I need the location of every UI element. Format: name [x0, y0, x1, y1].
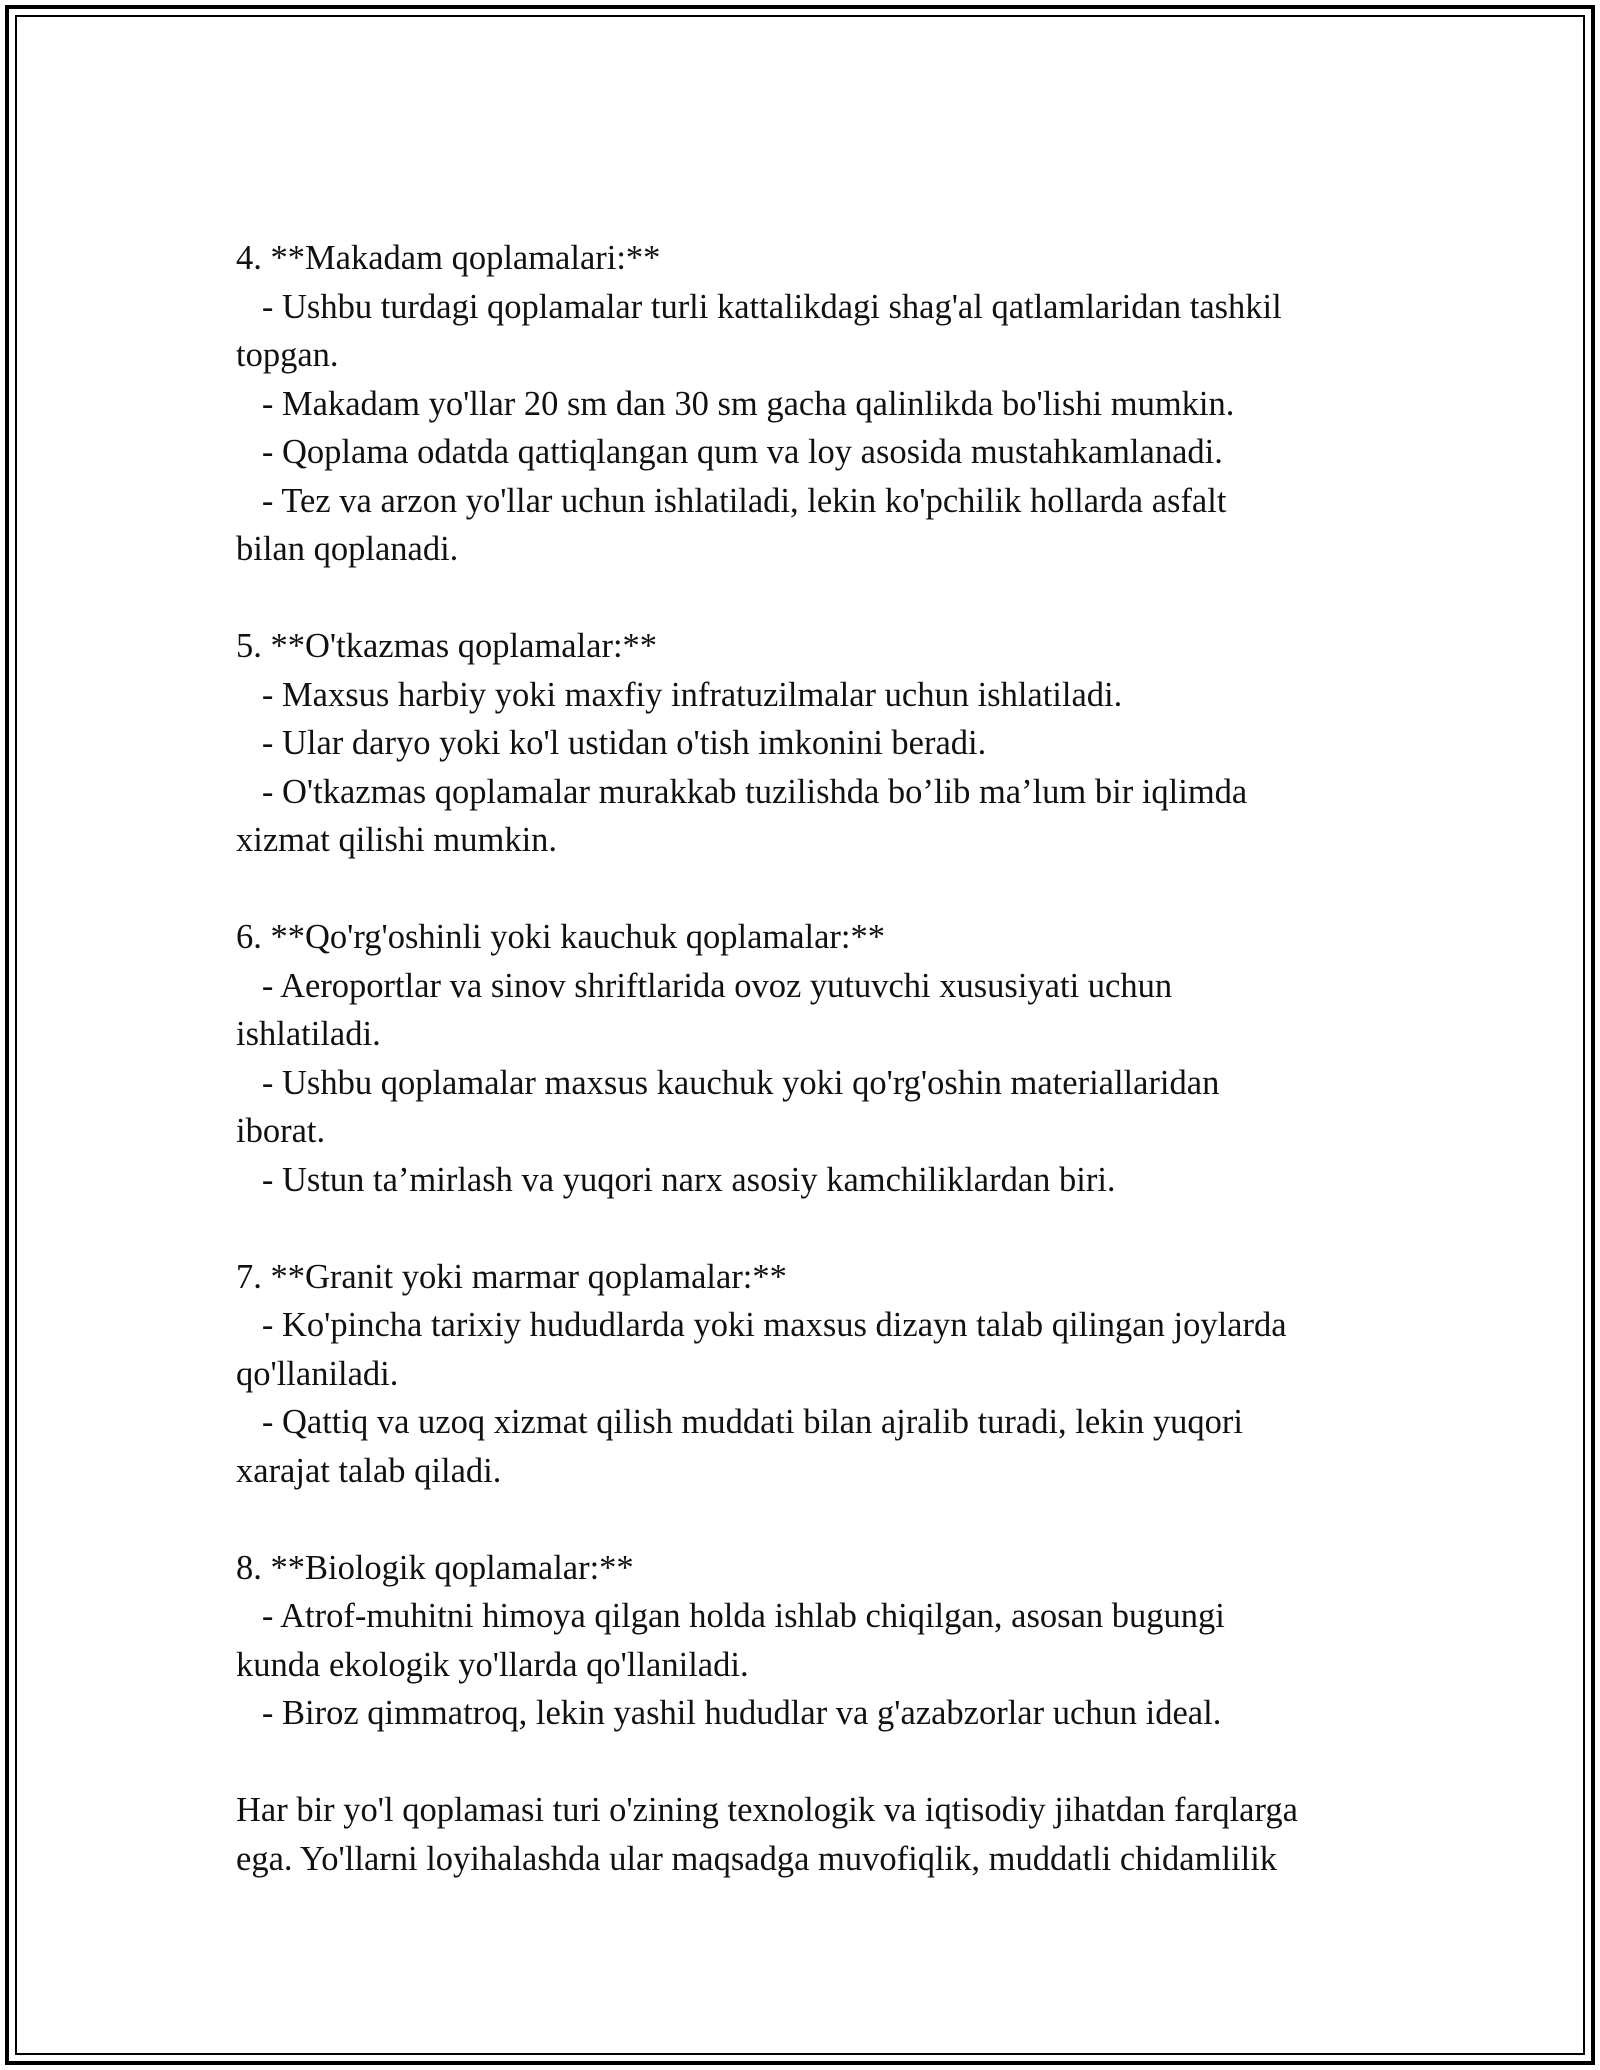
section-line: iborat.	[236, 1112, 326, 1150]
section-line: topgan.	[236, 336, 339, 374]
section-line: bilan qoplanadi.	[236, 530, 459, 568]
section-line: - Maxsus harbiy yoki maxfiy infratuzilmalar uchun ishlatiladi.	[236, 675, 1123, 714]
paragraph-spacer	[236, 1204, 1376, 1253]
section-6	[236, 913, 1376, 1204]
section-line: xizmat qilishi mumkin.	[236, 821, 558, 859]
section-line: ishlatiladi.	[236, 1015, 381, 1053]
section-line: kunda ekologik yo'llarda qo'llaniladi.	[236, 1645, 749, 1684]
section-line: - O'tkazmas qoplamalar murakkab tuzilishda bo’lib ma’lum bir iqlimda	[236, 772, 1248, 811]
section-line: - Tez va arzon yo'llar uchun ishlatiladi, lekin ko'pchilik hollarda asfalt	[236, 481, 1227, 520]
closing-paragraph	[236, 1786, 1376, 1883]
paragraph-line: Har bir yo'l qoplamasi turi o'zining texnologik va iqtisodiy jihatdan farqlarga	[236, 1791, 1298, 1829]
document-body	[236, 234, 1376, 1883]
section-line: qo'llaniladi.	[236, 1354, 399, 1393]
section-line: - Ustun ta’mirlash va yuqori narx asosiy kamchiliklardan biri.	[236, 1160, 1116, 1199]
section-line: - Ko'pincha tarixiy hududlarda yoki maxsus dizayn talab qilingan joylarda	[236, 1306, 1287, 1344]
section-line: - Biroz qimmatroq, lekin yashil hududlar va g'azabzorlar uchun ideal.	[236, 1694, 1222, 1732]
section-line: - Qattiq va uzoq xizmat qilish muddati bilan ajralib turadi, lekin yuqori	[236, 1403, 1243, 1441]
section-4	[236, 234, 1376, 574]
section-line: - Atrof-muhitni himoya qilgan holda ishlab chiqilgan, asosan bugungi	[236, 1597, 1225, 1635]
paragraph-spacer	[236, 865, 1376, 914]
paragraph-spacer	[236, 1738, 1376, 1787]
section-heading: 4. **Makadam qoplamalari:**	[236, 239, 661, 277]
section-7	[236, 1253, 1376, 1496]
section-8	[236, 1544, 1376, 1738]
paragraph-spacer	[236, 1495, 1376, 1544]
section-line: - Qoplama odatda qattiqlangan qum va loy asosida mustahkamlanadi.	[236, 433, 1223, 471]
section-5	[236, 622, 1376, 865]
section-heading: 7. **Granit yoki marmar qoplamalar:**	[236, 1257, 787, 1296]
section-line: - Ushbu turdagi qoplamalar turli kattalikdagi shag'al qatlamlaridan tashkil	[236, 287, 1282, 326]
section-heading: 6. **Qo'rg'oshinli yoki kauchuk qoplamalar:**	[236, 918, 885, 956]
section-line: - Aeroportlar va sinov shriftlarida ovoz yutuvchi xususiyati uchun	[236, 966, 1173, 1005]
section-line: - Ushbu qoplamalar maxsus kauchuk yoki qo'rg'oshin materiallaridan	[236, 1063, 1220, 1102]
section-line: - Ular daryo yoki ko'l ustidan o'tish imkonini beradi.	[236, 724, 987, 762]
section-heading: 5. **O'tkazmas qoplamalar:**	[236, 627, 658, 665]
paragraph-line: ega. Yo'llarni loyihalashda ular maqsadga muvofiqlik, muddatli chidamlilik	[236, 1839, 1278, 1878]
section-heading: 8. **Biologik qoplamalar:**	[236, 1548, 634, 1587]
paragraph-spacer	[236, 574, 1376, 623]
section-line: xarajat talab qiladi.	[236, 1451, 502, 1490]
section-line: - Makadam yo'llar 20 sm dan 30 sm gacha qalinlikda bo'lishi mumkin.	[236, 384, 1235, 423]
